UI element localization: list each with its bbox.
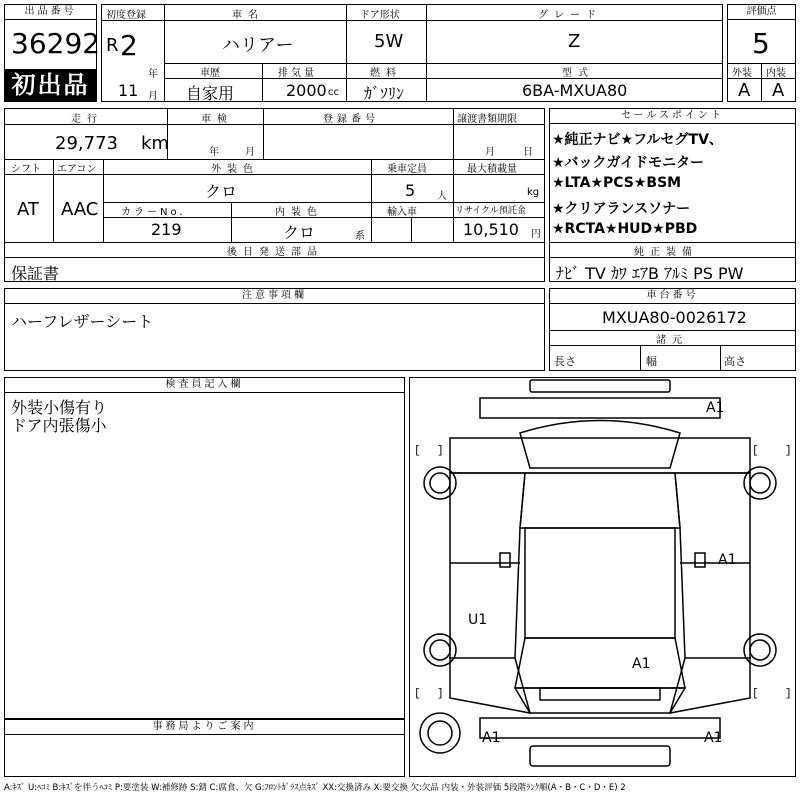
door-label: ドア形状: [360, 10, 400, 21]
vehicle-info-box: [101, 4, 723, 102]
svg-text:]: ]: [437, 445, 444, 457]
lot-label: 出品番号: [5, 5, 96, 20]
svg-text:]: ]: [785, 445, 792, 457]
reg-month: 11: [118, 81, 139, 100]
sales-point-5: ★RCTA★HUD★PBD: [552, 221, 698, 237]
grade: Z: [568, 31, 581, 52]
int-color: クロ: [283, 223, 316, 242]
import-label: 輸入車: [387, 207, 417, 218]
details-box: [4, 108, 545, 282]
notes-box: [4, 288, 545, 371]
svg-text:[: [: [752, 688, 759, 700]
mark-top-right: A1: [706, 400, 725, 416]
sales-points-box: [549, 108, 796, 282]
transfer-month-unit: 月: [485, 147, 495, 158]
recycle: 10,510: [463, 220, 519, 239]
svg-text:[: [: [414, 688, 421, 700]
door-type: 5W: [374, 31, 404, 52]
ac: AAC: [61, 199, 99, 220]
chassis-label: 車台番号: [550, 289, 795, 304]
notes: ハーフレザーシート: [11, 312, 154, 331]
mileage-unit: km: [141, 133, 169, 154]
inspection-month-unit: 月: [245, 147, 255, 158]
capacity: 5: [405, 181, 416, 200]
ac-label: エアコン: [57, 164, 97, 175]
color-no-label: カラーNo.: [121, 207, 186, 218]
grade-label: グレード: [538, 10, 602, 21]
svg-text:[: [: [414, 445, 421, 457]
first-listing-badge: 初出品: [5, 69, 96, 101]
dims-label: 諸元: [656, 335, 688, 346]
int-color-suffix: 系: [355, 231, 365, 242]
car-name: ハリアー: [222, 35, 294, 56]
recycle-label: リサイクル預託金: [455, 206, 526, 216]
inspector-box: [4, 377, 405, 719]
mileage: 29,773: [55, 133, 118, 154]
chassis-box: [549, 288, 796, 371]
displacement: 2000: [286, 81, 327, 100]
sales-points-label: セールスポイント: [550, 109, 795, 124]
first-reg-label: 初度登録: [106, 10, 146, 21]
plate-label: 登録番号: [323, 114, 379, 125]
exterior-grade: A: [738, 80, 751, 101]
car-name-label: 車名: [232, 10, 264, 21]
capacity-label: 乗車定員: [387, 164, 427, 175]
score-box: [727, 4, 796, 102]
month-unit: 月: [148, 91, 158, 102]
mark-bottom-left: A1: [482, 730, 501, 746]
inspector-line-2: ドア内張傷小: [11, 416, 107, 435]
mark-right-door: A1: [718, 552, 737, 568]
score-label: 評価点: [728, 5, 795, 20]
inspector-label: 検査員記入欄: [5, 378, 404, 393]
sales-point-2: ★バックガイドモニター: [552, 155, 705, 171]
history: 自家用: [186, 84, 235, 103]
legend: A:ｷｽﾞ U:ﾍｺﾐ B:ｷｽﾞを伴うﾍｺﾐ P:要塗装 W:補修跡 S:錆 C:腐食、欠 G:ﾌﾛﾝﾄｶﾞﾗｽ点ｷｽﾞ XX:交換済み X:要交換 欠:欠品 内装・外装評価 5段階ﾗﾝｸ順(A・B・C・D・E) 2: [4, 783, 626, 793]
model-code: 6BA-MXUA80: [522, 81, 628, 100]
capacity-unit: 人: [437, 191, 447, 202]
color-no: 219: [151, 220, 182, 239]
mark-left-door: U1: [468, 612, 488, 628]
recycle-unit: 円: [531, 229, 541, 240]
mileage-label: 走行: [71, 114, 103, 125]
era: R: [106, 35, 119, 56]
displacement-label: 排気量: [278, 68, 317, 79]
interior-grade-label: 内装: [766, 68, 786, 79]
height-label: 高さ: [724, 355, 746, 368]
width-label: 幅: [646, 355, 657, 368]
ext-color: クロ: [205, 182, 238, 201]
max-load-label: 最大積載量: [467, 164, 517, 175]
chassis-number: MXUA80-0026172: [602, 308, 747, 327]
car-diagram-box: [409, 377, 796, 777]
later-parts: 保証書: [11, 264, 60, 283]
inspection-label: 車検: [201, 114, 233, 125]
exterior-grade-label: 外装: [732, 68, 752, 79]
svg-text:]: ]: [785, 688, 792, 700]
office-label: 事務局よりご案内: [5, 720, 404, 735]
office-box: [4, 719, 405, 777]
inspector-line-1: 外装小傷有り: [11, 398, 108, 417]
mark-bottom-right: A1: [704, 730, 723, 746]
notes-label: 注意事項欄: [5, 289, 544, 304]
sales-point-1: ★純正ナビ★フルセグTV、: [552, 132, 723, 148]
reg-year: 2: [120, 29, 138, 62]
max-load-unit: kg: [527, 187, 540, 198]
transfer-label: 譲渡書類期限: [457, 114, 517, 125]
lot-box: [4, 4, 101, 102]
model-code-label: 型式: [562, 68, 594, 79]
year-unit: 年: [148, 69, 158, 80]
svg-text:[: [: [752, 445, 759, 457]
length-label: 長さ: [554, 355, 576, 368]
svg-text:]: ]: [437, 688, 444, 700]
int-color-label: 内装色: [275, 207, 323, 218]
sales-point-3: ★LTA★PCS★BSM: [552, 175, 682, 191]
genuine-equip-label: 純正装備: [634, 247, 698, 258]
sales-point-4: ★クリアランスソナー: [552, 201, 691, 217]
interior-grade: A: [772, 80, 785, 101]
lot-number: 36292: [11, 27, 101, 60]
inspection-year-unit: 年: [209, 147, 219, 158]
transfer-day-unit: 日: [523, 147, 533, 158]
shift-label: シフト: [11, 164, 41, 175]
fuel: ｶﾞｿﾘﾝ: [364, 84, 405, 103]
later-parts-label: 後日発送部品: [227, 247, 323, 258]
car-diagram: [410, 378, 795, 776]
score: 5: [752, 27, 770, 60]
history-label: 車歴: [200, 68, 220, 79]
shift: AT: [17, 199, 39, 220]
mark-rear: A1: [632, 656, 651, 672]
fuel-label: 燃料: [370, 68, 402, 79]
genuine-equip: ﾅﾋﾞ TV ｶﾜ ｴｱB ｱﾙﾐ PS PW: [556, 264, 744, 283]
ext-color-label: 外装色: [211, 164, 259, 175]
cc-unit: cc: [328, 87, 339, 98]
